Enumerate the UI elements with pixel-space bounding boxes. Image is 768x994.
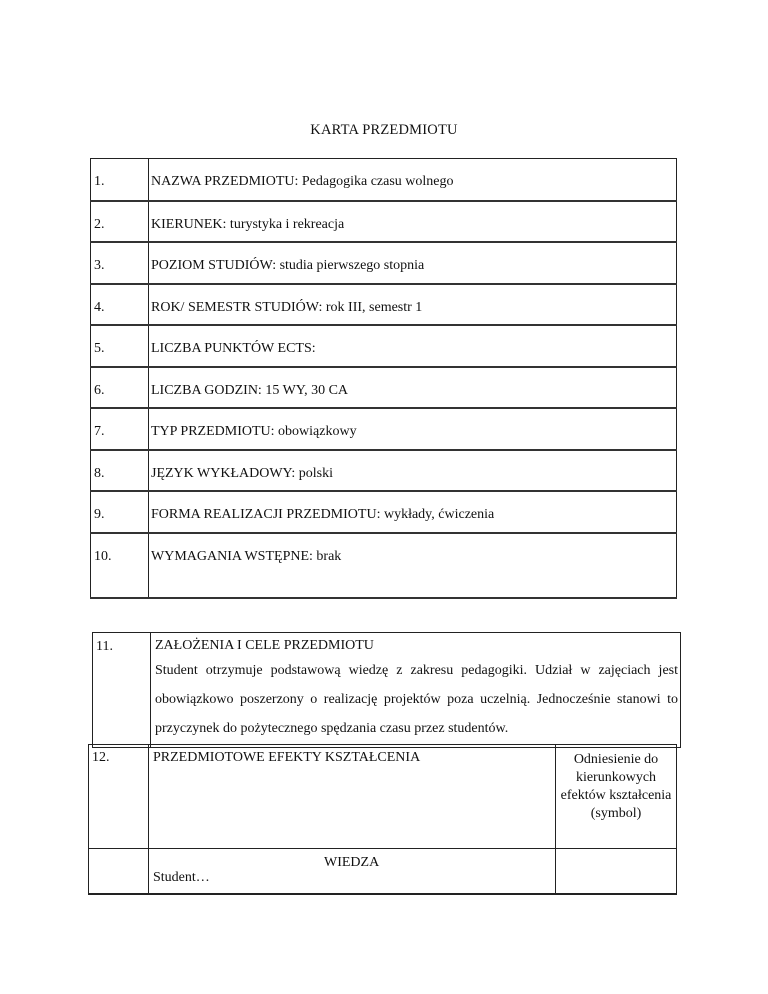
row-number: 6. [91, 367, 149, 408]
row-number: 8. [91, 450, 149, 491]
learning-outcomes-table [88, 744, 677, 895]
table-row [91, 325, 677, 367]
section-number: 12. [89, 745, 149, 849]
table-row [91, 159, 677, 201]
row-number: 5. [91, 325, 149, 367]
course-info-table [90, 158, 677, 599]
row-number: 2. [91, 201, 149, 242]
row-number: 10. [91, 533, 149, 598]
row-number: 3. [91, 242, 149, 284]
row-text: LICZBA PUNKTÓW ECTS: [149, 325, 677, 367]
empty-cell [556, 849, 677, 895]
table-row [89, 745, 677, 849]
table-row [89, 849, 677, 895]
goals-cell [151, 633, 681, 748]
row-text: LICZBA GODZIN: 15 WY, 30 CA [149, 367, 677, 408]
table-row [91, 533, 677, 598]
table-row [91, 201, 677, 242]
row-text: TYP PRZEDMIOTU: obowiązkowy [149, 408, 677, 450]
table-row [91, 491, 677, 533]
row-text: FORMA REALIZACJI PRZEDMIOTU: wykłady, ćwiczenia [149, 491, 677, 533]
row-number: 7. [91, 408, 149, 450]
row-number: 9. [91, 491, 149, 533]
goals-body: Student otrzymuje podstawową wiedzę z zakresu pedagogiki. Udział w zajęciach jest obowiązkowo poszerzony o realizację projektów poza uczelnią. Jednocześnie stanowi to przyczynek do pożytecznego spędzania czasu przez studentów. [155, 663, 678, 736]
table-row [91, 242, 677, 284]
row-number: 1. [91, 159, 149, 201]
table-row [93, 633, 681, 748]
empty-cell [89, 849, 149, 895]
course-goals-table [92, 632, 681, 748]
row-text: ROK/ SEMESTR STUDIÓW: rok III, semestr 1 [149, 284, 677, 325]
goals-heading: ZAŁOŻENIA I CELE PRZEDMIOTU [155, 638, 374, 653]
row-text: KIERUNEK: turystyka i rekreacja [149, 201, 677, 242]
outcomes-heading: PRZEDMIOTOWE EFEKTY KSZTAŁCENIA [149, 745, 556, 849]
table-row [91, 450, 677, 491]
document-title: KARTA PRZEDMIOTU [310, 122, 458, 138]
row-text: NAZWA PRZEDMIOTU: Pedagogika czasu wolnego [149, 159, 677, 201]
table-row [91, 284, 677, 325]
row-number: 4. [91, 284, 149, 325]
knowledge-subheading: WIEDZA [324, 855, 380, 870]
table-row [91, 367, 677, 408]
row-text: POZIOM STUDIÓW: studia pierwszego stopnia [149, 242, 677, 284]
row-text: WYMAGANIA WSTĘPNE: brak [149, 533, 677, 598]
student-label: Student… [153, 870, 210, 885]
knowledge-cell [149, 849, 556, 895]
row-text: JĘZYK WYKŁADOWY: polski [149, 450, 677, 491]
table-row [91, 408, 677, 450]
section-number: 11. [93, 633, 151, 748]
symbol-header: Odniesienie do kierunkowych efektów kształcenia (symbol) [556, 745, 677, 849]
